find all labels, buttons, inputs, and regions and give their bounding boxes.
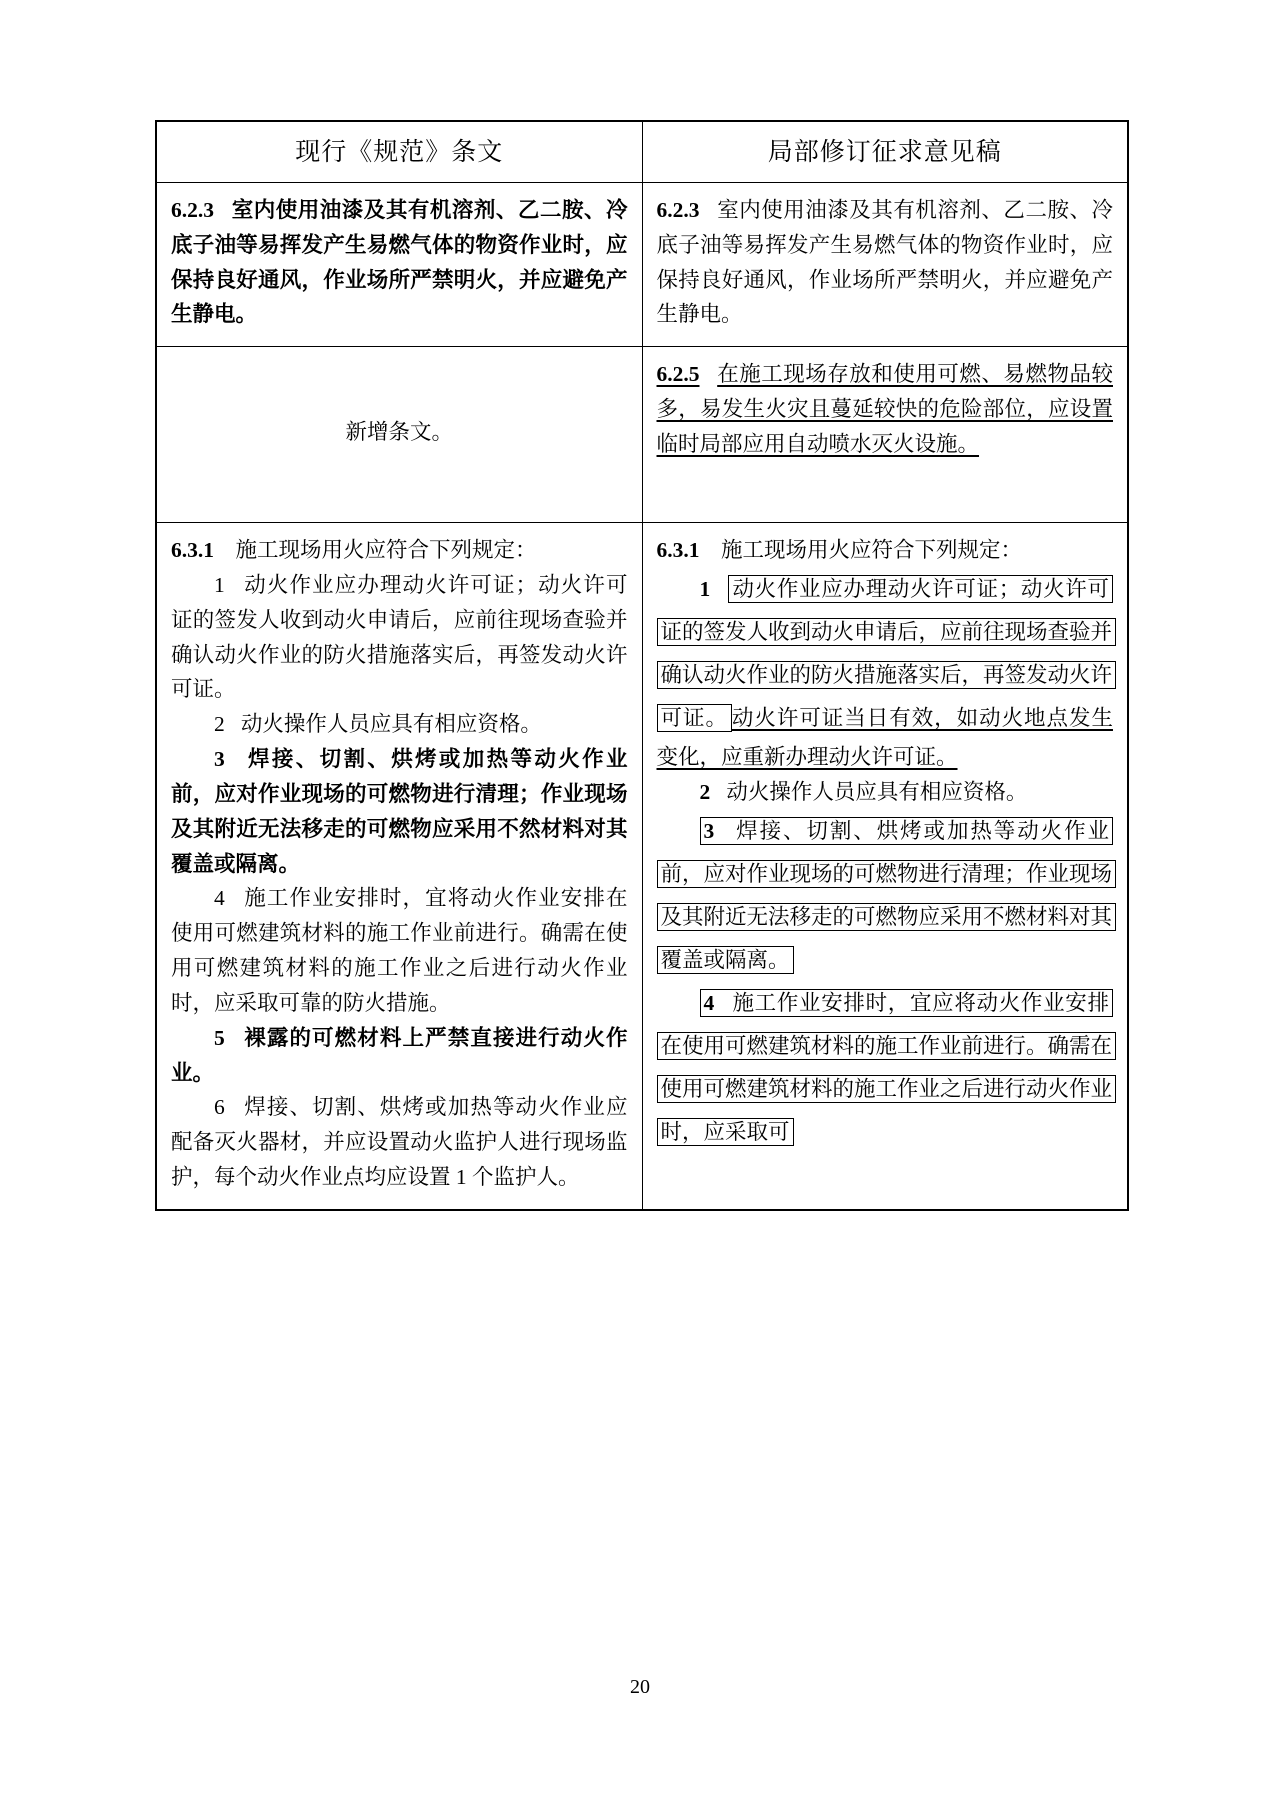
- header-revision-draft: 局部修订征求意见稿: [642, 121, 1128, 183]
- item-text-5-left: 裸露的可燃材料上严禁直接进行动火作业。: [171, 1025, 628, 1085]
- item-boxed-text-3-right: 焊接、切割、烘烤或加热等动火作业前，应对作业现场的可燃物进行清理；作业现场及其附近无法移走的可燃物应采用不燃材料对其覆盖或隔离。: [660, 818, 1113, 972]
- item-text-3-left: 焊接、切割、烘烤或加热等动火作业前，应对作业现场的可燃物进行清理；作业现场及其附近无法移走的可燃物应采用不然材料对其覆盖或隔离。: [171, 747, 628, 876]
- item-text-1-left: 动火作业应办理动火许可证；动火许可证的签发人收到动火申请后，应前往现场查验并确认动火作业的防火措施落实后，再签发动火许可证。: [171, 572, 628, 702]
- cell-631-right: [642, 523, 1128, 1210]
- clause-text-623-right: 室内使用油漆及其有机溶剂、乙二胺、冷底子油等易挥发产生易燃气体的物资作业时，应保持良好通风，作业场所严禁明火，并应避免产生静电。: [656, 198, 1113, 327]
- clause-lead-631-left: 施工现场用火应符合下列规定：: [235, 538, 537, 563]
- cell-623-left: [156, 183, 642, 347]
- clause-number-625-right: 6.2.5: [656, 362, 700, 387]
- clause-text-625-right: 在施工现场存放和使用可燃、易燃物品较多，易发生火灾且蔓延较快的危险部位，应设置临时局部应用自动喷水灭火设施。: [656, 362, 1113, 456]
- header-current-code: 现行《规范》条文: [156, 121, 642, 183]
- clause-number-623-left: 6.2.3: [171, 198, 214, 222]
- item-num-2-left: 2: [214, 712, 225, 737]
- table-row: [156, 347, 1128, 523]
- table-row: [156, 183, 1128, 347]
- cell-623-right: [642, 183, 1128, 347]
- item-num-1-right: 1: [699, 576, 711, 601]
- item-text-2-right: 动火操作人员应具有相应资格。: [726, 779, 1028, 804]
- item-text-2-left: 动火操作人员应具有相应资格。: [240, 712, 542, 737]
- new-clause-note: 新增条文。: [345, 420, 453, 445]
- clause-text-623-left: 室内使用油漆及其有机溶剂、乙二胺、冷底子油等易挥发产生易燃气体的物资作业时，应保持良好通风，作业场所严禁明火，并应避免产生静电。: [171, 198, 628, 327]
- cell-625-left: [156, 347, 642, 523]
- item-num-3-right: 3: [703, 818, 715, 843]
- comparison-table: [155, 120, 1129, 1211]
- item-boxed-text-4-right: 施工作业安排时，宜应将动火作业安排在使用可燃建筑材料的施工作业前进行。确需在使用可燃建筑材料的施工作业之后进行动火作业时，应采取可: [660, 990, 1113, 1144]
- table-row: [156, 523, 1128, 1210]
- item-text-6-left: 焊接、切割、烘烤或加热等动火作业应配备灭火器材，并应设置动火监护人进行现场监护，每个动火作业点均应设置 1 个监护人。: [171, 1095, 628, 1190]
- item-num-4-left: 4: [214, 886, 225, 911]
- cell-631-left: [156, 523, 642, 1210]
- item-num-3-left: 3: [214, 747, 225, 772]
- item-num-4-right: 4: [703, 990, 715, 1015]
- item-text-4-left: 施工作业安排时，宜将动火作业安排在使用可燃建筑材料的施工作业前进行。确需在使用可燃建筑材料的施工作业之后进行动火作业时，应采取可靠的防火措施。: [171, 886, 628, 1015]
- page-number: 20: [630, 1676, 650, 1698]
- clause-number-631-left: 6.3.1: [171, 538, 214, 563]
- item-boxed-text-1-right: 动火作业应办理动火许可证；动火许可证的签发人收到动火申请后，应前往现场查验并确认动火作业的防火措施落实后，再签发动火许可证。: [657, 575, 1117, 732]
- clause-number-623-right: 6.2.3: [656, 198, 700, 222]
- item-underlined-text-1-right: 动火许可证当日有效，如动火地点发生变化，应重新办理动火许可证。: [656, 705, 1113, 769]
- item-num-5-left: 5: [214, 1025, 225, 1050]
- table-header-row: [156, 121, 1128, 183]
- clause-number-631-right: 6.3.1: [656, 538, 700, 563]
- clause-lead-631-right: 施工现场用火应符合下列规定：: [721, 538, 1023, 563]
- item-num-2-right: 2: [699, 779, 711, 804]
- item-num-6-left: 6: [214, 1095, 225, 1120]
- cell-625-right: [642, 347, 1128, 523]
- item-num-1-left: 1: [214, 572, 225, 597]
